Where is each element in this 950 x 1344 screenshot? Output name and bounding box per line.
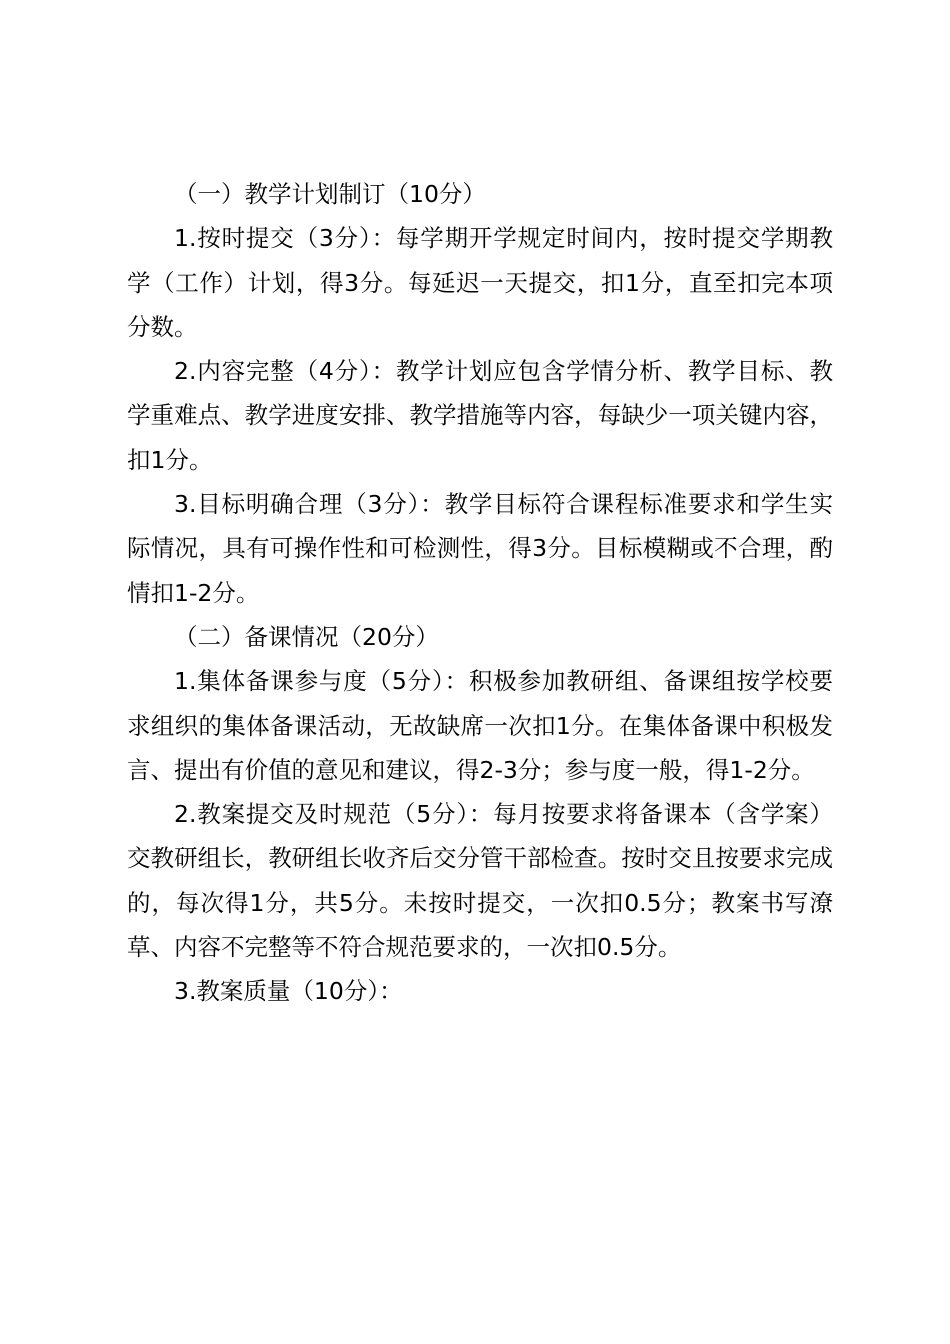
section-heading: （一）教学计划制订（10分） [174,180,486,208]
section-heading: （二）备课情况（20分） [174,622,439,651]
paragraph: 3.目标明确合理（3分）：教学目标符合课程标准要求和学生实际情况，具有可操作性和可检测性，得3分。目标模糊或不合理，酌情扣1-2分。 [127,490,833,607]
document-body [127,172,833,1014]
paragraph: 2.教案提交及时规范（5分）：每月按要求将备课本（含学案）交教研组长，教研组长收齐后交分管干部检查。按时交且按要求完成的，每次得1分，共5分。未按时提交，一次扣0.5分；教案书写潦草、内容不完整等不符合规范要求的，一次扣0.5分。 [127,800,833,962]
paragraph: 1.按时提交（3分）：每学期开学规定时间内，按时提交学期教学（工作）计划，得3分。每延迟一天提交，扣1分，直至扣完本项分数。 [127,224,833,341]
paragraph: 1.集体备课参与度（5分）：积极参加教研组、备课组按学校要求组织的集体备课活动，无故缺席一次扣1分。在集体备课中积极发言、提出有价值的意见和建议，得2-3分；参与度一般，得1-2分。 [127,667,833,784]
paragraph: 3.教案质量（10分）： [174,977,403,1006]
paragraph: 2.内容完整（4分）：教学计划应包含学情分析、教学目标、教学重难点、教学进度安排、教学措施等内容，每缺少一项关键内容，扣1分。 [127,357,833,474]
